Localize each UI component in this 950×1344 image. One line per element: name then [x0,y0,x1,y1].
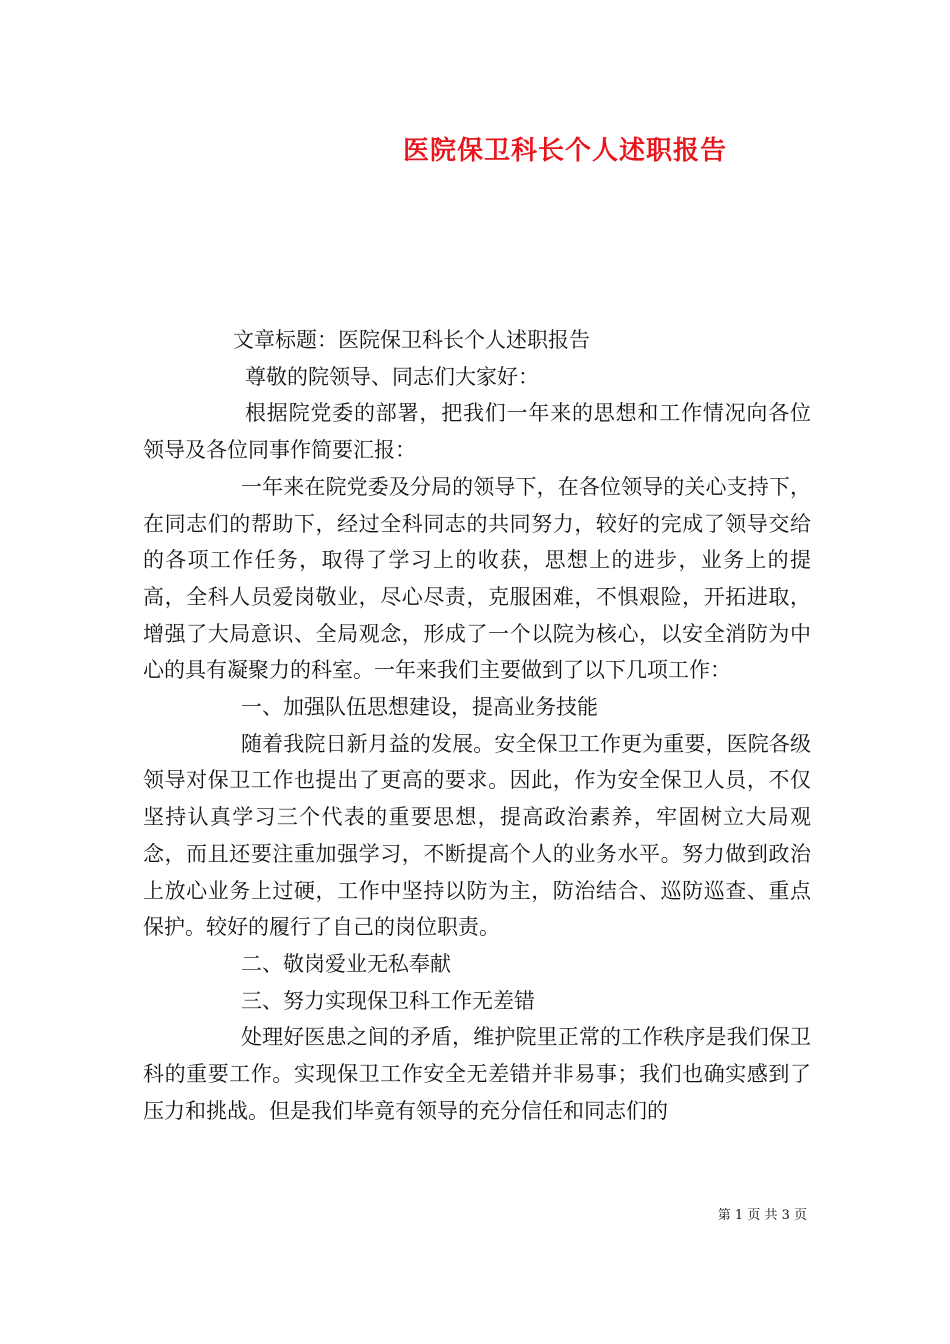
paragraph-section-3: 处理好医患之间的矛盾，维护院里正常的工作秩序是我们保卫科的重要工作。实现保卫工作安全无差错并非易事；我们也确实感到了压力和挑战。但是我们毕竟有领导的充分信任和同志们的 [143,1025,811,1123]
paragraph-intro: 根据院党委的部署，把我们一年来的思想和工作情况向各位领导及各位同事作简要汇报： [143,401,811,463]
section-heading-1: 一、加强队伍思想建设，提高业务技能 [241,695,598,720]
paragraph-section-1: 随着我院日新月益的发展。安全保卫工作更为重要，医院各级领导对保卫工作也提出了更高的要求。因此，作为安全保卫人员，不仅坚持认真学习三个代表的重要思想，提高政治素养，牢固树立大局观念，而且还要注重加强学习，不断提高个人的业务水平。努力做到政治上放心业务上过硬，工作中坚持以防为主，防治结合、巡防巡查、重点保护。较好的履行了自己的岗位职责。 [143,731,811,940]
section-heading-2: 二、敬岗爱业无私奉献 [241,951,451,976]
article-title-line: 文章标题：医院保卫科长个人述职报告 [233,328,590,352]
greeting-line: 尊敬的院领导、同志们大家好： [245,364,539,389]
section-heading-3: 三、努力实现保卫科工作无差错 [241,988,535,1013]
paragraph-summary: 一年来在院党委及分局的领导下，在各位领导的关心支持下，在同志们的帮助下，经过全科同志的共同努力，较好的完成了领导交给的各项工作任务，取得了学习上的收获，思想上的进步，业务上的提高，全科人员爱岗敬业，尽心尽责，克服困难，不惧艰险，开拓进取，增强了大局意识、全局观念，形成了一个以院为核心，以安全消防为中心的具有凝聚力的科室。一年来我们主要做到了以下几项工作： [143,474,811,683]
page-number: 第 1 页 共 3 页 [717,1208,807,1223]
document-title: 医院保卫科长个人述职报告 [402,136,727,166]
document-body [143,322,811,1129]
